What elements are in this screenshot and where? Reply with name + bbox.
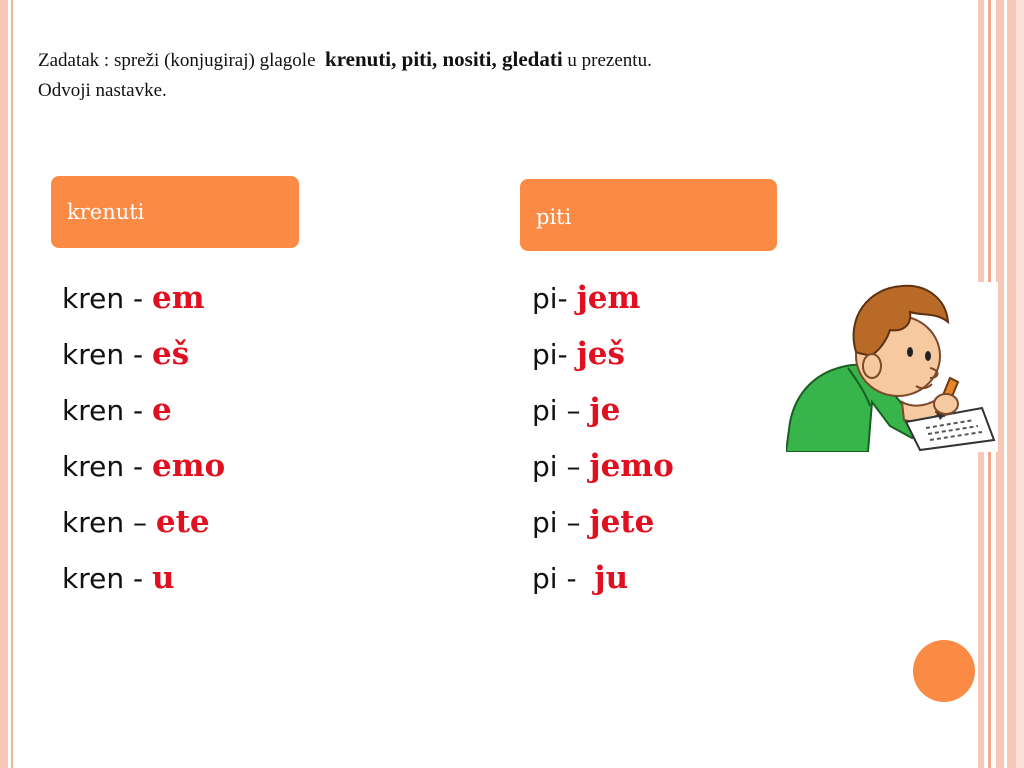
task-prefix: Zadatak : spreži (konjugiraj) glagole [38, 50, 316, 71]
stem: pi – [532, 450, 590, 483]
header-piti-label: piti [536, 205, 572, 229]
ending: eš [152, 336, 190, 372]
conjugation-row [62, 550, 225, 606]
conjugation-row [532, 550, 674, 606]
ending: u [152, 560, 175, 596]
ending: jem [576, 280, 641, 316]
ending: je [589, 392, 621, 428]
ending: emo [152, 448, 226, 484]
stem: kren - [62, 282, 152, 315]
writing-boy-drawing [786, 282, 998, 452]
conjugation-row [532, 270, 674, 326]
conjugation-row [532, 382, 674, 438]
ending: e [152, 392, 172, 428]
conjugation-row [62, 326, 225, 382]
ending: jete [589, 504, 655, 540]
stem: pi – [532, 394, 590, 427]
header-piti [520, 179, 777, 251]
stem: pi- [532, 282, 577, 315]
conjugation-list-krenuti [62, 270, 225, 606]
conjugation-row [62, 270, 225, 326]
stem: kren - [62, 338, 152, 371]
writing-boy-illustration [786, 282, 998, 452]
stem: kren – [62, 506, 156, 539]
ending: ete [155, 504, 210, 540]
ending: em [152, 280, 205, 316]
conjugation-row [532, 326, 674, 382]
ending: ješ [576, 336, 625, 372]
stem: kren - [62, 562, 152, 595]
conjugation-row [62, 438, 225, 494]
decorative-orange-circle [913, 640, 975, 702]
stem: pi – [532, 506, 590, 539]
right-border-stripe [1016, 0, 1024, 768]
task-line-2: Odvoji nastavke. [38, 80, 167, 101]
conjugation-list-piti [532, 270, 674, 606]
conjugation-row [532, 494, 674, 550]
ending: ju [594, 560, 629, 596]
right-border-stripe [1007, 0, 1016, 768]
stem: kren - [62, 450, 152, 483]
task-instructions [38, 44, 918, 106]
stem: pi- [532, 338, 577, 371]
stem: pi - [532, 562, 595, 595]
left-border-stripe [0, 0, 8, 768]
ending: jemo [589, 448, 674, 484]
conjugation-row [62, 382, 225, 438]
stem: kren - [62, 394, 152, 427]
header-krenuti [51, 176, 299, 248]
header-krenuti-label: krenuti [67, 200, 145, 224]
task-line-1 [38, 44, 918, 76]
conjugation-row [532, 438, 674, 494]
left-border-line [11, 0, 13, 768]
task-verbs: krenuti, piti, nositi, gledati [325, 47, 563, 71]
task-suffix: u prezentu. [567, 50, 652, 71]
conjugation-row [62, 494, 225, 550]
